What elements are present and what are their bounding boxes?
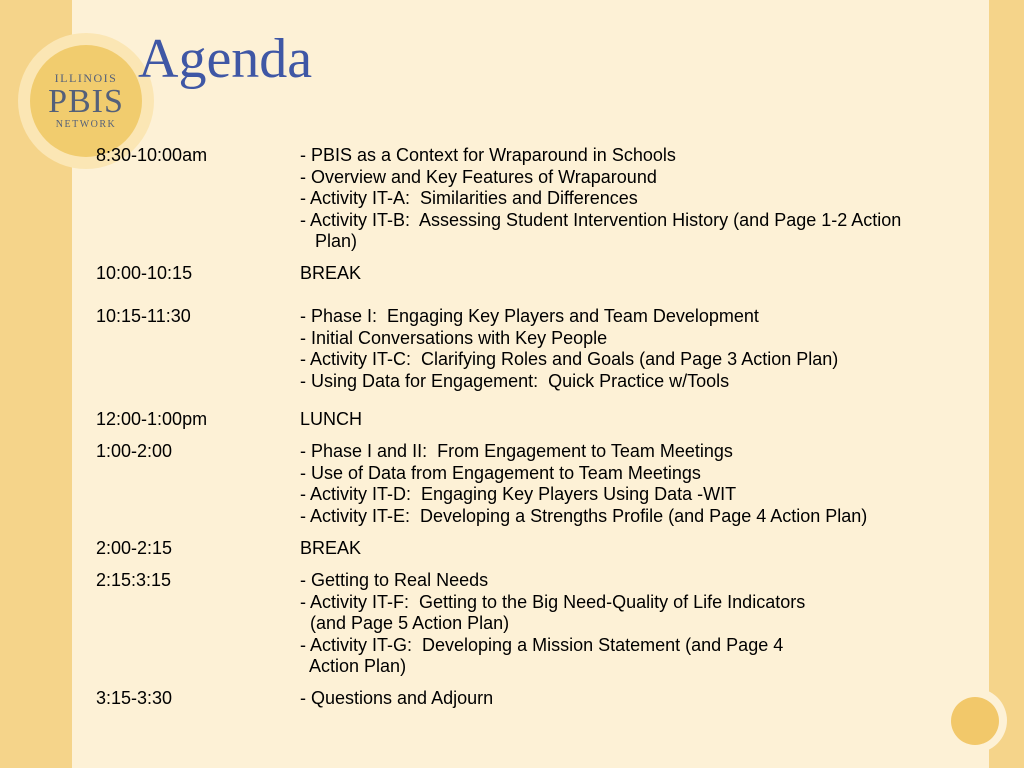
agenda-item: BREAK xyxy=(300,538,362,558)
agenda-items xyxy=(300,145,980,253)
agenda-time: 1:00-2:00 xyxy=(96,441,173,461)
agenda-time: 2:00-2:15 xyxy=(96,538,173,558)
agenda-items xyxy=(300,409,980,431)
logo-text-bottom: NETWORK xyxy=(55,118,117,130)
agenda-item: - Overview and Key Features of Wraparound xyxy=(300,166,657,187)
agenda-time: 3:15-3:30 xyxy=(96,688,173,708)
slide-title: Agenda xyxy=(138,28,313,90)
agenda-item: Action Plan) xyxy=(300,656,407,676)
agenda-item: - Activity IT-E: Developing a Strengths Profile (and Page 4 Action Plan) xyxy=(300,505,868,526)
agenda-time: 10:00-10:15 xyxy=(96,263,193,283)
agenda-item: - Activity IT-F: Getting to the Big Need-Quality of Life Indicators xyxy=(300,591,806,612)
agenda-item: - Phase I: Engaging Key Players and Team Development xyxy=(300,306,759,326)
agenda-item: LUNCH xyxy=(300,409,363,429)
agenda-item: BREAK xyxy=(300,263,362,283)
agenda-items xyxy=(300,538,980,560)
logo-text-top: ILLINOIS xyxy=(54,70,118,85)
agenda-items xyxy=(300,306,980,392)
agenda-item: - Phase I and II: From Engagement to Team Meetings xyxy=(300,441,733,461)
agenda-items xyxy=(300,570,980,678)
agenda-item: - Questions and Adjourn xyxy=(300,688,494,708)
agenda-item: - Activity IT-C: Clarifying Roles and Goals (and Page 3 Action Plan) xyxy=(300,349,839,369)
agenda-item: - Activity IT-B: Assessing Student Intervention History (and Page 1-2 Action xyxy=(300,209,902,230)
agenda-item: - Initial Conversations with Key People xyxy=(300,327,608,348)
agenda-time: 2:15:3:15 xyxy=(96,570,172,590)
logo-text-mid: PBIS xyxy=(48,82,124,120)
agenda-item: - Activity IT-D: Engaging Key Players Using Data -WIT xyxy=(300,484,737,504)
agenda-time: 8:30-10:00am xyxy=(96,145,208,165)
agenda-time: 10:15-11:30 xyxy=(96,306,191,326)
agenda-items xyxy=(300,688,980,710)
agenda-items xyxy=(300,263,980,285)
agenda-item: - Activity IT-A: Similarities and Differences xyxy=(300,188,638,208)
agenda-item: (and Page 5 Action Plan) xyxy=(300,613,510,633)
agenda-item: Plan) xyxy=(300,231,358,251)
agenda-time: 12:00-1:00pm xyxy=(96,409,208,429)
agenda-item: - Using Data for Engagement: Quick Practice w/Tools xyxy=(300,370,730,391)
agenda-item: - Use of Data from Engagement to Team Meetings xyxy=(300,462,701,483)
agenda-items xyxy=(300,441,980,527)
decorative-circle xyxy=(951,697,999,745)
agenda-item: - PBIS as a Context for Wraparound in Schools xyxy=(300,145,676,165)
illinois-pbis-network-logo xyxy=(30,45,142,157)
agenda-item: - Activity IT-G: Developing a Mission Statement (and Page 4 xyxy=(300,634,784,655)
agenda-item: - Getting to Real Needs xyxy=(300,570,489,590)
